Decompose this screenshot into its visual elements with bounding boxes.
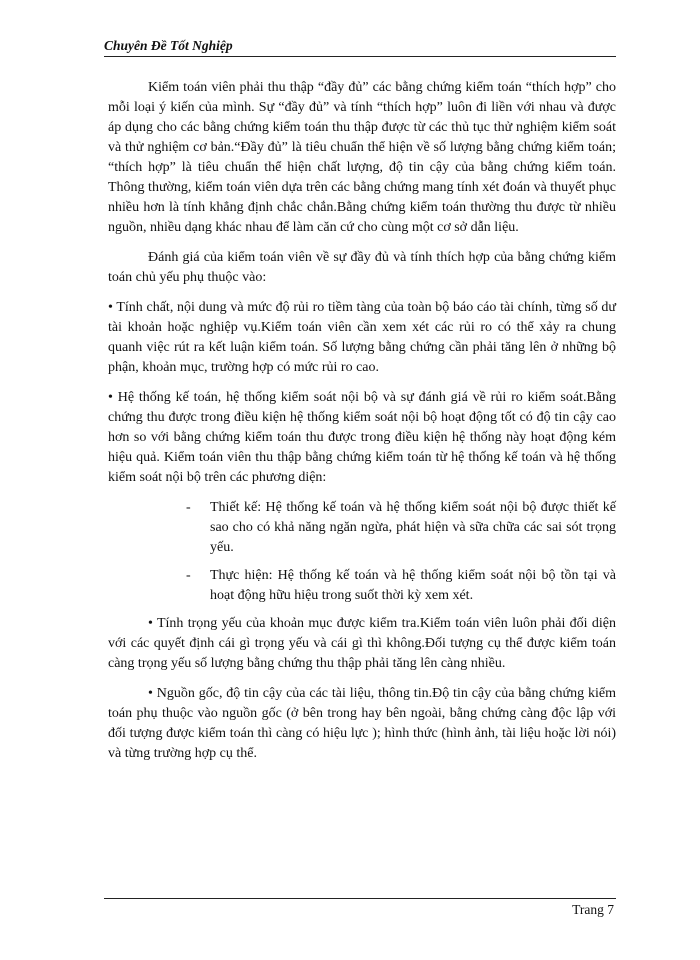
paragraph-1: Kiểm toán viên phải thu thập “đầy đủ” các bằng chứng kiểm toán “thích hợp” cho mỗi loại ý kiến của mình. Sự “đầy đủ” và tính “thích hợp” luôn đi liền với nhau và được áp dụng cho các bằng chứng kiểm toán thu thập được từ các thủ tục thử nghiệm kiểm soát và thử nghiệm cơ bản.“Đầy đủ” là tiêu chuẩn thể hiện về số lượng bằng chứng kiểm toán; “thích hợp” là tiêu chuẩn thể hiện chất lượng, độ tin cậy của bằng chứng kiểm toán. Thông thường, kiểm toán viên dựa trên các bằng chứng mang tính xét đoán và thuyết phục nhiều hơn là tính khẳng định chắc chắn.Bằng chứng kiểm toán thường thu được từ nhiều nguồn, nhiều dạng khác nhau để làm căn cứ cho cùng một cơ sở dẫn liệu.: [108, 80, 616, 235]
paragraph-2: Đánh giá của kiểm toán viên về sự đầy đủ và tính thích hợp của bằng chứng kiểm toán chủ yếu phụ thuộc vào:: [108, 250, 616, 285]
bullet-item-1: • Tính chất, nội dung và mức độ rủi ro tiềm tàng của toàn bộ báo cáo tài chính, từng số dư tài khoản hoặc nghiệp vụ.Kiểm toán viên cần xem xét các rủi ro có thể xảy ra chung quanh việc rút ra kết luận kiểm toán. Số lượng bằng chứng cần phải tăng lên ở những bộ phận, khoản mục, trường hợp có mức rủi ro cao.: [108, 300, 616, 375]
page-header: [104, 38, 616, 57]
document-body: [108, 78, 616, 774]
dash-text-design: Thiết kế: Hệ thống kế toán và hệ thống kiểm soát nội bộ được thiết kế sao cho có khả năng ngăn ngừa, phát hiện và sữa chữa các sai sót trọng yếu.: [210, 500, 616, 555]
dash-marker: -: [186, 500, 191, 515]
footer-divider: [104, 898, 616, 899]
bullet-item-3: • Tính trọng yếu của khoản mục được kiểm tra.Kiểm toán viên luôn phải đối diện với các quyết định cái gì trọng yếu và cái gì thì không.Đối tượng cụ thể được kiểm toán càng trọng yếu số lượng bằng chứng thu thập phải tăng lên càng nhiều.: [108, 616, 616, 671]
dash-text-implementation: Thực hiện: Hệ thống kế toán và hệ thống kiểm soát nội bộ tồn tại và hoạt động hữu hiệu trong suốt thời kỳ xem xét.: [210, 568, 616, 603]
bullet-item-4: • Nguồn gốc, độ tin cậy của các tài liệu, thông tin.Độ tin cậy của bằng chứng kiểm toán phụ thuộc vào nguồn gốc (ở bên trong hay bên ngoài, bằng chứng càng độc lập với đối tượng được kiểm toán thì càng có hiệu lực ); hình thức (hình ảnh, tài liệu hoặc lời nói) và từng trường hợp cụ thể.: [108, 686, 616, 761]
page-number: Trang 7: [572, 902, 614, 917]
dash-list-item-2: [186, 566, 616, 606]
header-title: Chuyên Đề Tốt Nghiệp: [104, 38, 233, 53]
dash-list-item-1: [186, 498, 616, 558]
dash-marker: -: [186, 568, 191, 583]
bullet-item-2: • Hệ thống kế toán, hệ thống kiểm soát nội bộ và sự đánh giá về rủi ro kiểm soát.Bằng chứng thu được trong điều kiện hệ thống kiểm soát nội bộ hoạt động tốt có độ tin cậy cao hơn so với bằng chứng kiểm toán thu được trong điều kiện hệ thống này hoạt động kém hiệu quả. Kiểm toán viên thu thập bằng chứng kiểm toán từ hệ thống kế toán và hệ thống kiểm soát nội bộ trên các phương diện:: [108, 390, 616, 485]
